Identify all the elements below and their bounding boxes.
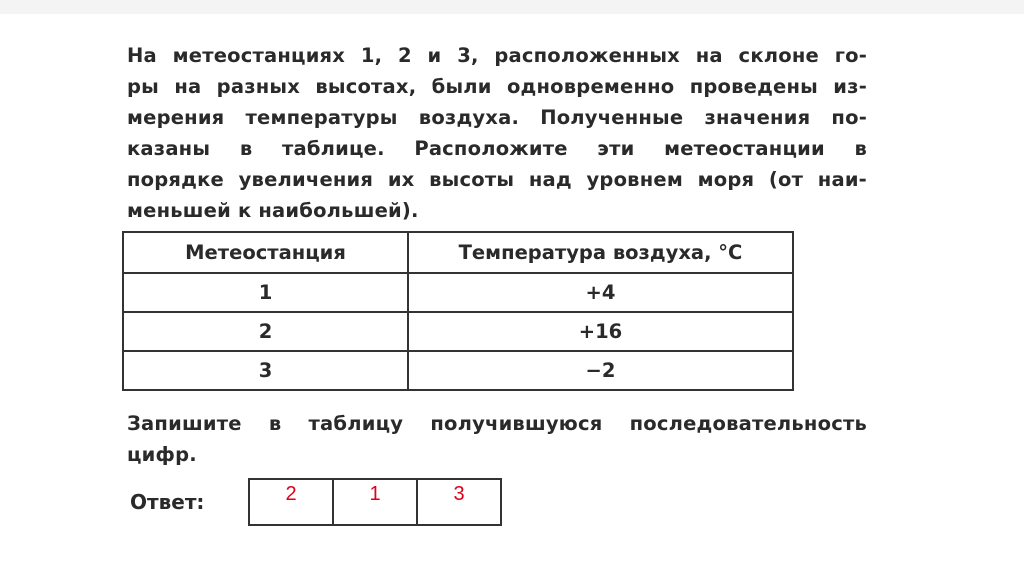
station-cell: 2: [123, 312, 408, 351]
temperature-table: [122, 231, 794, 391]
answer-box-3[interactable]: 3: [417, 479, 501, 525]
problem-line-4: казаны в таблице. Расположите эти метеостанции в: [127, 137, 867, 160]
temperature-cell: +16: [408, 312, 793, 351]
answer-box-2[interactable]: 1: [333, 479, 417, 525]
problem-text: [127, 40, 867, 226]
answer-row: [249, 479, 501, 525]
station-cell: 3: [123, 351, 408, 390]
table-header-row: [123, 232, 793, 273]
header-temperature: Температура воздуха, °C: [408, 232, 793, 273]
problem-line-2: ры на разных высотах, были одновременно проведены из-: [127, 75, 867, 98]
station-cell: 1: [123, 273, 408, 312]
answer-label: Ответ:: [130, 490, 205, 514]
answer-boxes: [248, 478, 502, 526]
problem-line-6: меньшей к наибольшей).: [127, 199, 419, 222]
temperature-cell: −2: [408, 351, 793, 390]
answer-box-1[interactable]: 2: [249, 479, 333, 525]
instruction-line-2: цифр.: [127, 443, 197, 466]
table-row: [123, 312, 793, 351]
problem-line-5-start: порядке: [127, 168, 224, 191]
table-row: [123, 273, 793, 312]
problem-line-5: [127, 164, 867, 195]
problem-line-3: мерения температуры воздуха. Полученные значения по-: [127, 106, 867, 129]
header-station: Метеостанция: [123, 232, 408, 273]
table-row: [123, 351, 793, 390]
keyword-increase: увеличения: [238, 168, 374, 191]
problem-line-1: На метеостанциях 1, 2 и 3, расположенных на склоне го-: [127, 44, 867, 67]
problem-line-5-end: их высоты над уровнем моря (от наи-: [387, 168, 867, 191]
instruction-text: [127, 408, 867, 470]
temperature-cell: +4: [408, 273, 793, 312]
instruction-line-1: Запишите в таблицу получившуюся последовательность: [127, 412, 867, 435]
